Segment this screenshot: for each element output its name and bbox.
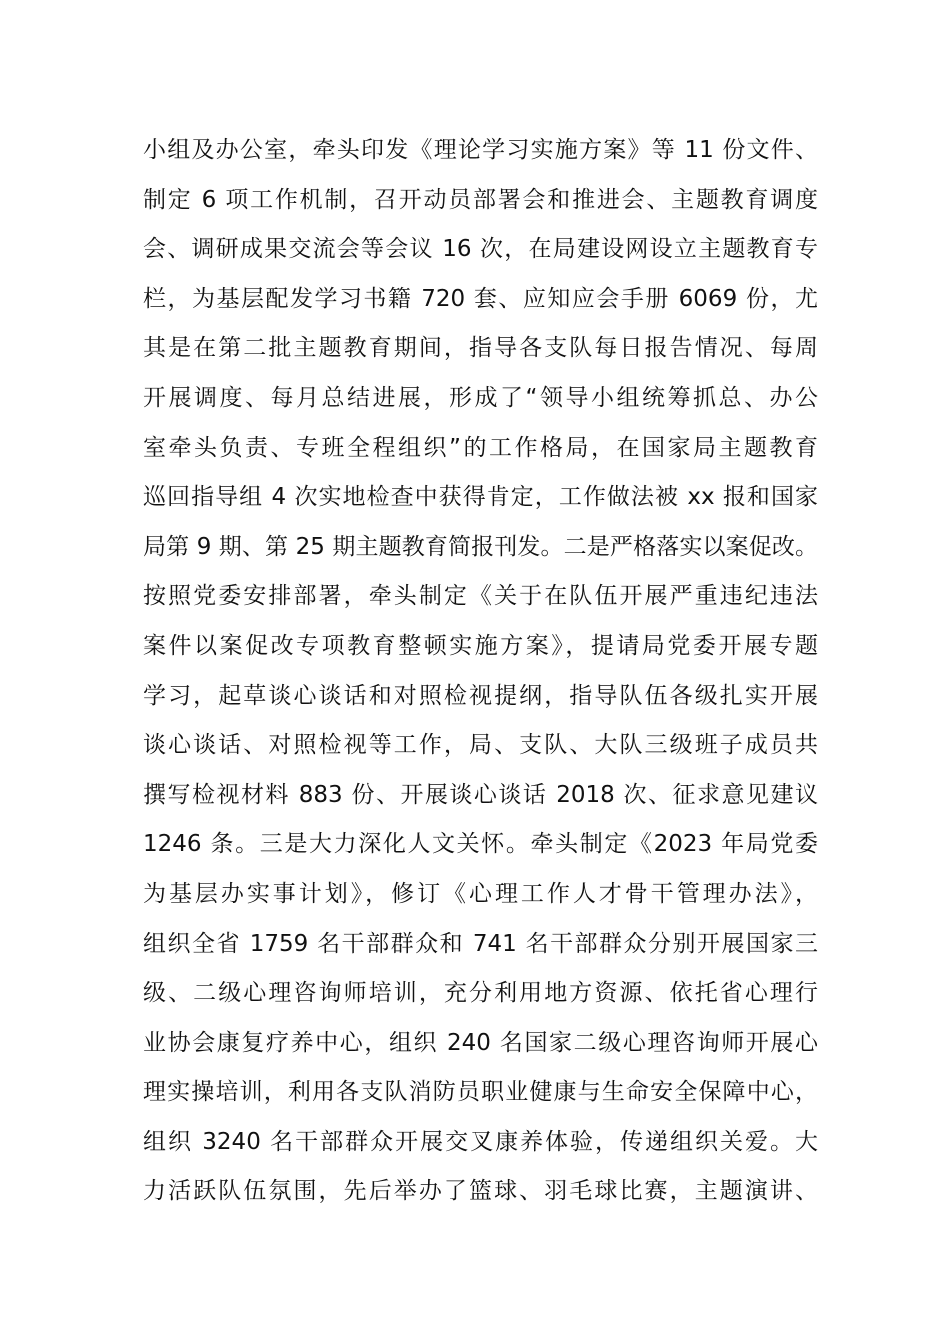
- text-line: 撰写检视材料 883 份、开展谈心谈话 2018 次、征求意见建议: [143, 781, 818, 808]
- text-line: 开展调度、每月总结进展，形成了“领导小组统筹抓总、办公: [143, 384, 818, 411]
- text-line: 室牵头负责、专班全程组织”的工作格局，在国家局主题教育: [143, 434, 818, 461]
- text-line: 会、调研成果交流会等会议 16 次，在局建设网设立主题教育专: [143, 236, 818, 263]
- text-line: 小组及办公室，牵头印发《理论学习实施方案》等 11 份文件、: [143, 137, 818, 163]
- text-line: 业协会康复疗养中心，组织 240 名国家二级心理咨询师开展心: [143, 1029, 818, 1056]
- text-line: 级、二级心理咨询师培训，充分利用地方资源、依托省心理行: [143, 980, 818, 1007]
- text-line: 按照党委安排部署，牵头制定《关于在队伍开展严重违纪违法: [143, 583, 818, 610]
- body-paragraph: [143, 126, 818, 1217]
- text-line: 栏，为基层配发学习书籍 720 套、应知应会手册 6069 份，尤: [143, 285, 818, 312]
- text-line: 巡回指导组 4 次实地检查中获得肯定，工作做法被 xx 报和国家: [143, 484, 818, 511]
- text-line: 理实操培训，利用各支队消防员职业健康与生命安全保障中心，: [143, 1079, 818, 1106]
- text-line: 制定 6 项工作机制，召开动员部署会和推进会、主题教育调度: [143, 186, 818, 213]
- text-line: 谈心谈话、对照检视等工作，局、支队、大队三级班子成员共: [143, 732, 818, 759]
- text-line: 案件以案促改专项教育整顿实施方案》，提请局党委开展专题: [143, 632, 818, 659]
- text-line: 为基层办实事计划》，修订《心理工作人才骨干管理办法》，: [143, 880, 818, 907]
- text-line: 力活跃队伍氛围，先后举办了篮球、羽毛球比赛，主题演讲、: [143, 1178, 818, 1205]
- text-line: 其是在第二批主题教育期间，指导各支队每日报告情况、每周: [143, 335, 818, 362]
- text-line: 1246 条。三是大力深化人文关怀。牵头制定《2023 年局党委: [143, 831, 818, 858]
- text-line: 组织全省 1759 名干部群众和 741 名干部群众分别开展国家三: [143, 930, 818, 957]
- text-line: 学习，起草谈心谈话和对照检视提纲，指导队伍各级扎实开展: [143, 682, 818, 709]
- text-line: 组织 3240 名干部群众开展交叉康养体验，传递组织关爱。大: [143, 1128, 818, 1155]
- text-line: 局第 9 期、第 25 期主题教育简报刊发。二是严格落实以案促改。: [143, 533, 818, 560]
